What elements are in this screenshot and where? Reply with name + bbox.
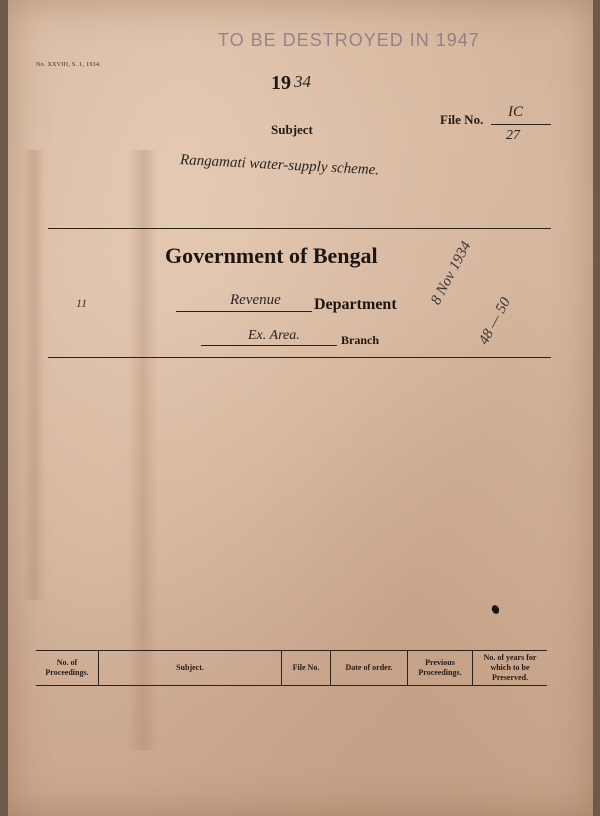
proceedings-register (36, 650, 547, 686)
file-number-subvalue: 27 (506, 128, 520, 143)
header-date-of-order: Date of order. (331, 651, 408, 686)
form-number: No. XXVIII, S. 1, 1934. (36, 62, 102, 68)
divider-top (48, 228, 551, 229)
subject-value: Rangamati water-supply scheme. (179, 152, 380, 179)
destroy-stamp: TO BE DESTROYED IN 1947 (218, 30, 480, 50)
file-number-label: File No. (440, 112, 484, 127)
header-proceedings: No. of Proceedings. (45, 658, 89, 677)
year-handwritten: 34 (294, 72, 311, 91)
proceedings-table (36, 650, 547, 686)
branch-value: Ex. Area. (248, 328, 300, 343)
branch-line (201, 345, 337, 346)
date-stamp-line2: 48 — 50 (476, 295, 514, 348)
subject-label: Subject (271, 122, 313, 137)
header-previous-proceedings: Previous Proceedings. (408, 651, 473, 686)
department-value: Revenue (230, 292, 281, 308)
header-subject: Subject. (99, 651, 282, 686)
date-stamp-line1: 8 Nov 1934 (428, 238, 475, 308)
year-printed: 19 (271, 72, 291, 94)
table-header-row (36, 651, 547, 686)
government-title: Government of Bengal (165, 243, 378, 268)
branch-label: Branch (341, 333, 380, 347)
file-number-value: IC (508, 104, 523, 120)
header-file-no: File No. (282, 651, 331, 686)
ink-blot (490, 604, 500, 615)
header-years-preserved: No. of years for which to be Preserved. (473, 651, 548, 686)
file-number-line (491, 124, 551, 125)
department-line (176, 311, 312, 312)
side-mark: 11 (76, 296, 88, 310)
divider-bottom (48, 357, 551, 358)
department-label: Department (314, 296, 397, 313)
stain-mark (23, 150, 45, 600)
file-cover (8, 0, 593, 816)
